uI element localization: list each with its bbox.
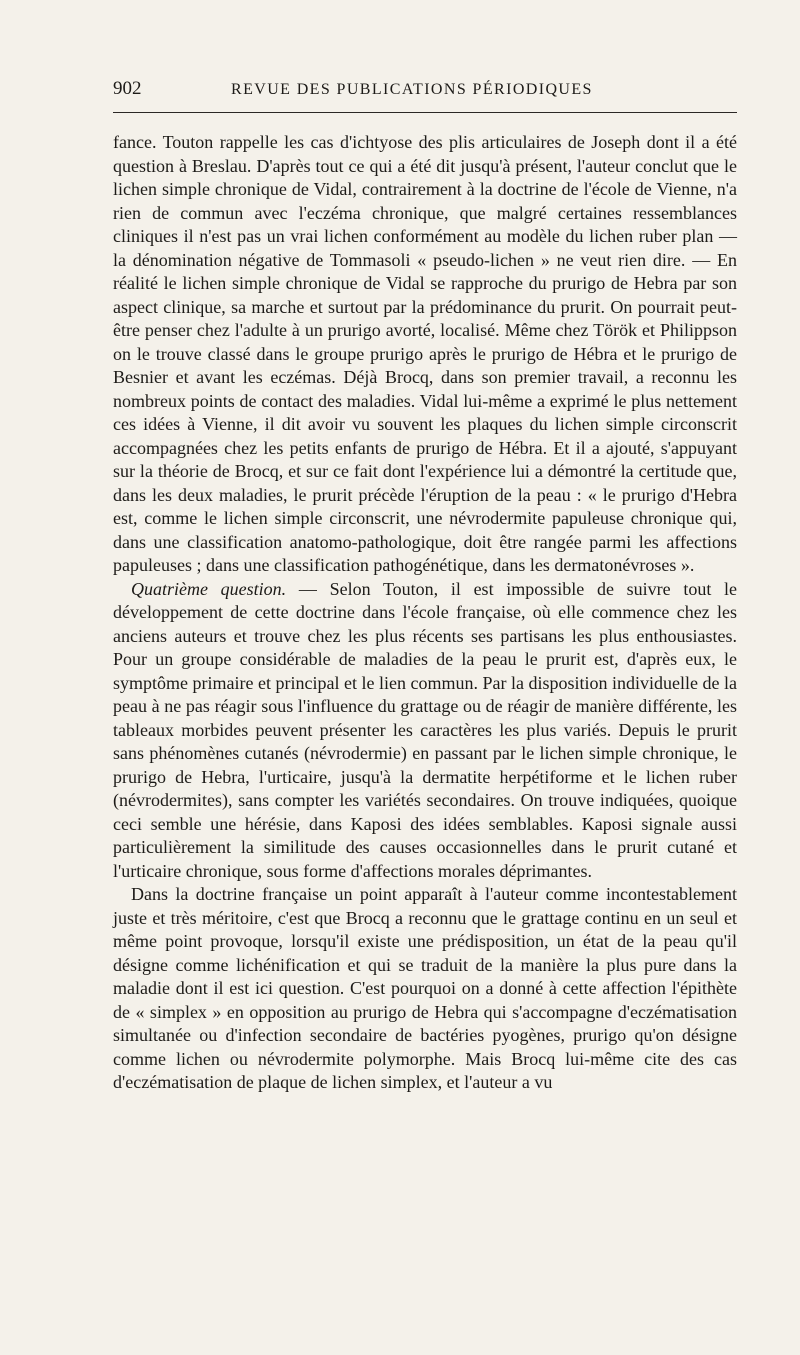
paragraph-3 [113,883,737,1095]
page-header [113,78,735,104]
paragraph-2-text: — Selon Touton, il est impossible de suivre tout le développement de cette doctrine dans l'école française, où elle commence chez les anciens auteurs et trouve chez les plus récents ses partisans les plus enthousiastes. Pour un groupe considérable de maladies de la peau le prurit est, d'après eux, le symptôme primaire et principal et le lien commun. Par la disposition individuelle de la peau à ne pas réagir sous l'influence du grattage ou de réagir de manière différente, les tableaux morbides peuvent présenter les caractères les plus variés. Depuis le prurit sans phénomènes cutanés (névrodermie) en passant par le lichen simple chronique, le prurigo de Hebra, l'urticaire, jusqu'à la dermatite herpétiforme et le lichen ruber (névrodermites), sans compter les variétés secondaires. On trouve indiquées, quoique ceci semble une hérésie, dans Kaposi des idées semblables. Kaposi signale aussi particulièrement la similitude des causes occasionnelles dans le prurit cutané et l'urticaire chronique, sous forme d'affections morales déprimantes. [113,578,738,881]
running-head: REVUE DES PUBLICATIONS PÉRIODIQUES [231,81,593,98]
paragraph-1 [113,131,737,578]
paragraph-2 [113,578,737,884]
page-number: 902 [113,78,142,99]
paragraph-3-text: Dans la doctrine française un point apparaît à l'auteur comme incontestablement juste et très méritoire, c'est que Brocq a reconnu que le grattage continu en un seul et même point provoque, lorsqu'il existe une prédisposition, un état de la peau qu'il désigne comme lichénification et qui se traduit de la manière la plus pure dans la maladie dont il est ici question. C'est pourquoi on a donné à cette affection l'épithète de « simplex » en opposition au prurigo de Hebra qui s'accompagne d'eczématisation simultanée ou d'infection secondaire de bactéries pyogènes, prurigo qu'on désigne comme lichen ou névrodermite polymorphe. Mais Brocq lui-même cite des cas d'eczématisation de plaque de lichen simplex, et l'auteur a vu [113,884,737,1092]
header-rule [113,112,737,113]
section-lead: Quatrième question. [131,578,287,599]
article-body [113,131,737,1095]
paragraph-1-text: fance. Touton rappelle les cas d'ichtyose des plis articulaires de Joseph dont il a été question à Breslau. D'après tout ce qui a été dit jusqu'à présent, l'auteur conclut que le lichen simple chronique de Vidal, contrairement à la doctrine de l'école de Vienne, n'a rien de commun avec l'eczéma chronique, que malgré certaines ressemblances cliniques il n'est pas un vrai lichen conformément au modèle du lichen ruber plan — la dénomination négative de Tommasoli « pseudo-lichen » ne veut rien dire. — En réalité le lichen simple chronique de Vidal se rapproche du prurigo de Hebra par son aspect clinique, sa marche et surtout par la prédominance du prurit. On pourrait peut-être penser chez l'adulte à un prurigo avorté, localisé. Même chez Török et Philippson on le trouve classé dans le groupe prurigo après le prurigo de Hébra et le prurigo de Besnier et avant les eczémas. Déjà Brocq, dans son premier travail, a reconnu les nombreux points de contact des maladies. Vidal lui-même a exprimé le plus nettement ces idées à Vienne, il dit avoir vu souvent les plaques du lichen simple circonscrit accompagnées chez les petits enfants de prurigo de Hébra. Et il a ajouté, s'appuyant sur la théorie de Brocq, et sur ce fait dont l'expérience lui a démontré la certitude que, dans les deux maladies, le prurit précède l'éruption de la peau : « le prurigo d'Hebra est, comme le lichen simple circonscrit, une névrodermite papuleuse chronique qui, dans une classification anatomo-pathologique, doit être rangée parmi les affections papuleuses ; dans une classification pathogénétique, dans les dermatonévroses ». [113,132,737,575]
